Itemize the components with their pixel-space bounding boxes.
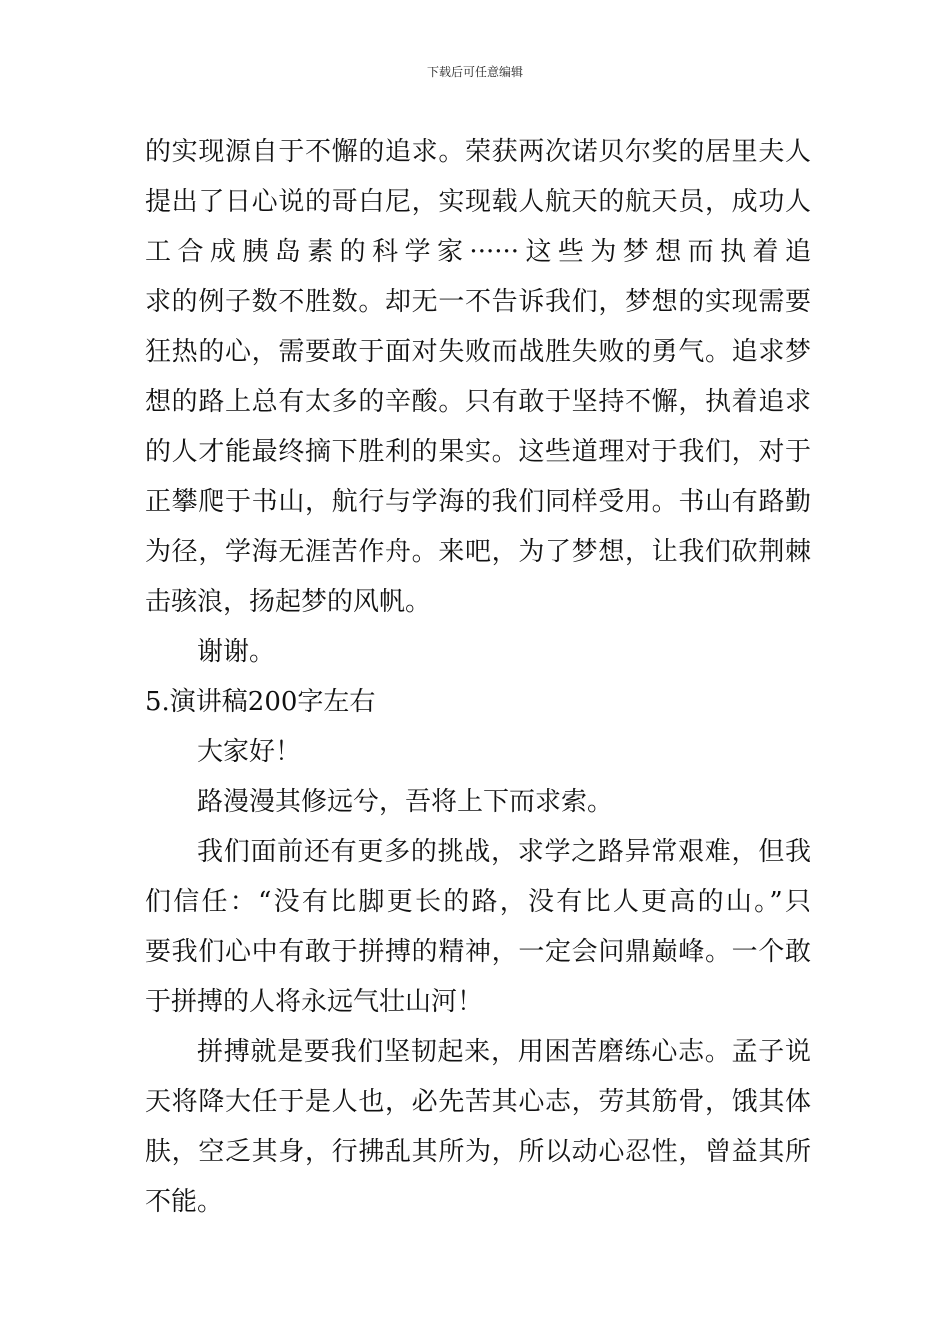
quote-line: 路漫漫其修远兮，吾将上下而求索。 [197,787,614,817]
paragraph-challenge [145,827,811,1027]
text-line: 肤，空乏其身，行拂乱其所为，所以动心忍性，曾益其所 [145,1137,811,1167]
paragraph-perseverance [145,1027,811,1227]
text-line: 于拼搏的人将永远气壮山河！ [145,987,484,1017]
text-line: 工合成胰岛素的科学家······这些为梦想而执着追 [145,237,811,267]
text-line: 想的路上总有太多的辛酸。只有敢于坚持不懈，执着追求 [145,387,811,417]
text-line: 击骇浪，扬起梦的风帆。 [145,587,432,617]
text-line: 拼搏就是要我们坚韧起来，用困苦磨练心志。孟子说 [197,1037,811,1067]
text-line: 我们面前还有更多的挑战，求学之路异常艰难，但我 [197,837,811,867]
greeting: 大家好！ [197,737,302,767]
text-line: 狂热的心，需要敢于面对失败而战胜失败的勇气。追求梦 [145,337,811,367]
text-line: 天将降大任于是人也，必先苦其心志，劳其筋骨，饿其体 [145,1087,811,1117]
document-body [145,127,811,1227]
text-line: 提出了日心说的哥白尼，实现载人航天的航天员，成功人 [145,187,811,217]
text-line: 求的例子数不胜数。却无一不告诉我们，梦想的实现需要 [145,287,811,317]
closing-thanks: 谢谢。 [197,637,276,667]
text-line: 的实现源自于不懈的追求。荣获两次诺贝尔奖的居里夫人 [145,137,811,167]
text-line: 为径，学海无涯苦作舟。来吧，为了梦想，让我们砍荆棘 [145,537,811,567]
text-line: 不能。 [145,1187,224,1217]
paragraph-dream [145,127,811,627]
text-line: 正攀爬于书山，航行与学海的我们同样受用。书山有路勤 [145,487,811,517]
text-line: 们信任：“没有比脚更长的路，没有比人更高的山。”只 [145,887,811,917]
text-line: 要我们心中有敢于拼搏的精神，一定会问鼎巅峰。一个敢 [145,937,811,967]
page-header: 下载后可任意编辑 [426,65,523,79]
text-line: 的人才能最终摘下胜利的果实。这些道理对于我们，对于 [145,437,811,467]
section-heading: 5.演讲稿200字左右 [145,687,376,717]
